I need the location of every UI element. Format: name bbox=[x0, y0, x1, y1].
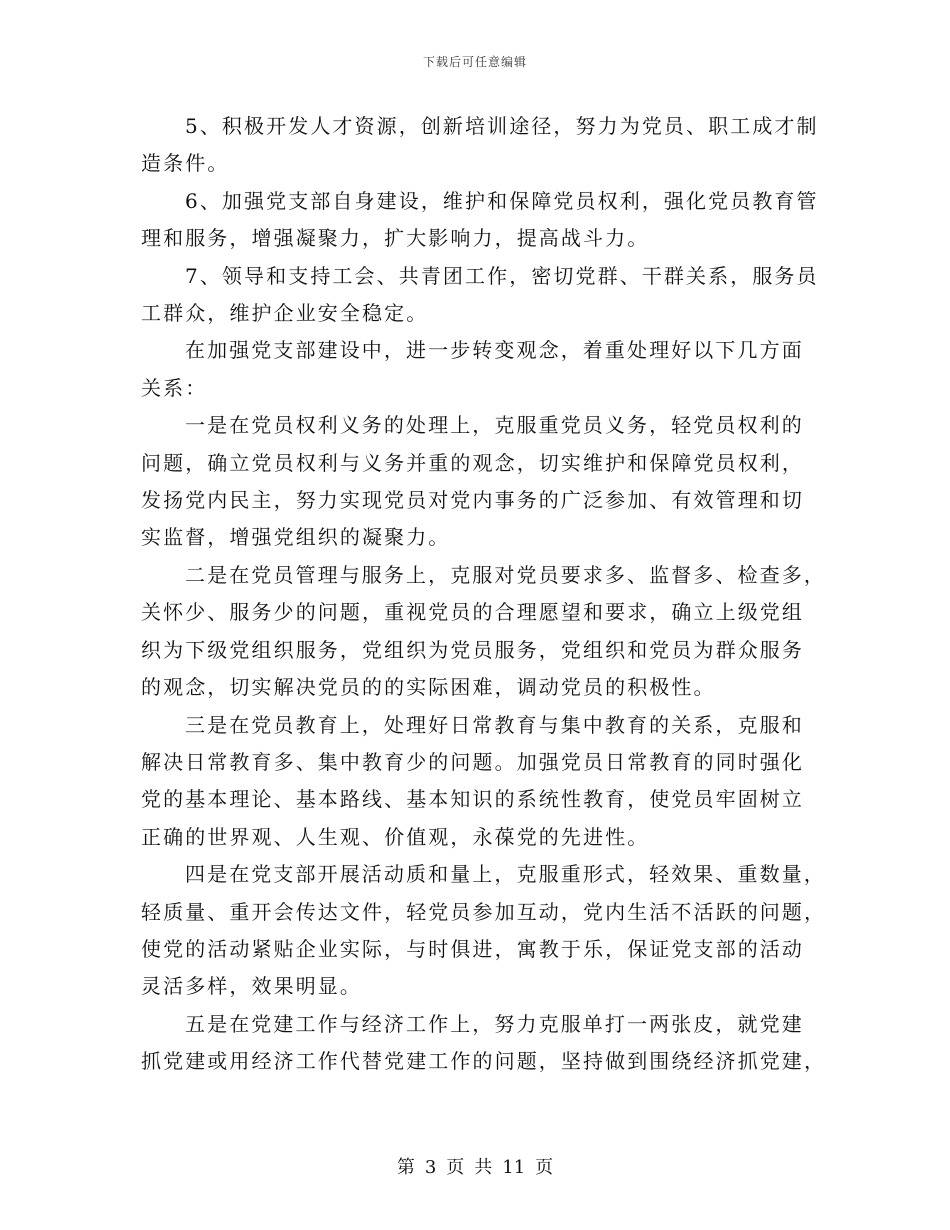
text-line: 五是在党建工作与经济工作上，努力克服单打一两张皮，就党建 bbox=[185, 1011, 804, 1036]
text-line: 发扬党内民主，努力实现党员对党内事务的广泛参加、有效管理和切 bbox=[141, 488, 804, 513]
text-line: 灵活多样，效果明显。 bbox=[141, 974, 362, 999]
text-line: 5、积极开发人才资源，创新培训途径，努力为党员、职工成才制 bbox=[185, 114, 819, 138]
text-line: 关系： bbox=[141, 375, 208, 400]
footer-di: 第 bbox=[396, 1157, 415, 1178]
paragraph-item-6 bbox=[141, 183, 819, 258]
paragraph-intro bbox=[141, 332, 813, 407]
text-line: 7、领导和支持工会、共青团工作，密切党群、干群关系，服务员 bbox=[185, 263, 819, 288]
text-line: 关怀少、服务少的问题，重视党员的合理愿望和要求，确立上级党组 bbox=[141, 600, 804, 625]
text-line: 党的基本理论、基本路线、基本知识的系统性教育，使党员牢固树立 bbox=[141, 787, 804, 812]
text-line: 在加强党支部建设中，进一步转变观念，着重处理好以下几方面 bbox=[185, 338, 804, 363]
text-line: 一是在党员权利义务的处理上，克服重党员义务，轻党员权利的 bbox=[185, 413, 804, 438]
document-body bbox=[141, 108, 827, 1081]
text-line: 理和服务，增强凝聚力，扩大影响力，提高战斗力。 bbox=[141, 226, 650, 251]
text-line: 四是在党支部开展活动质和量上，克服重形式，轻效果、重数量， bbox=[185, 862, 826, 887]
text-line: 抓党建或用经济工作代替党建工作的问题，坚持做到围绕经济抓党建， bbox=[141, 1049, 827, 1074]
text-line: 6、加强党支部自身建设，维护和保障党员权利，强化党员教育管 bbox=[185, 188, 819, 213]
paragraph-point-two bbox=[141, 557, 826, 707]
text-line: 三是在党员教育上，处理好日常教育与集中教育的关系，克服和 bbox=[185, 712, 804, 737]
footer-ye: 页 bbox=[446, 1157, 465, 1178]
text-line: 织为下级党组织服务，党组织为党员服务，党组织和党员为群众服务 bbox=[141, 637, 804, 662]
paragraph-point-five bbox=[141, 1006, 827, 1081]
total-pages-number: 11 bbox=[502, 1157, 526, 1178]
text-line: 二是在党员管理与服务上，克服对党员要求多、监督多、检查多， bbox=[185, 562, 826, 587]
header-note: 下载后可任意编辑 bbox=[422, 55, 527, 69]
text-line: 的观念，切实解决党员的的实际困难，调动党员的积极性。 bbox=[141, 675, 716, 700]
footer-ye-end: 页 bbox=[535, 1157, 554, 1178]
paragraph-point-four bbox=[141, 856, 827, 1006]
footer-gong: 共 bbox=[474, 1157, 493, 1178]
text-line: 工群众，维护企业安全稳定。 bbox=[141, 301, 429, 326]
current-page-number: 3 bbox=[424, 1157, 437, 1178]
text-line: 使党的活动紧贴企业实际，与时俱进，寓教于乐，保证党支部的活动 bbox=[141, 936, 804, 961]
text-line: 造条件。 bbox=[141, 151, 230, 176]
text-line: 轻质量、重开会传达文件，轻党员参加互动，党内生活不活跃的问题， bbox=[141, 899, 827, 924]
paragraph-item-5 bbox=[141, 108, 819, 183]
text-line: 问题，确立党员权利与义务并重的观念，切实维护和保障党员权利， bbox=[141, 450, 804, 475]
text-line: 正确的世界观、人生观、价值观，永葆党的先进性。 bbox=[141, 824, 650, 849]
paragraph-point-three bbox=[141, 707, 813, 857]
paragraph-point-one bbox=[141, 407, 813, 557]
page-footer bbox=[0, 1153, 950, 1179]
text-line: 实监督，增强党组织的凝聚力。 bbox=[141, 525, 451, 550]
paragraph-item-7 bbox=[141, 258, 819, 333]
text-line: 解决日常教育多、集中教育少的问题。加强党员日常教育的同时强化 bbox=[141, 749, 804, 774]
